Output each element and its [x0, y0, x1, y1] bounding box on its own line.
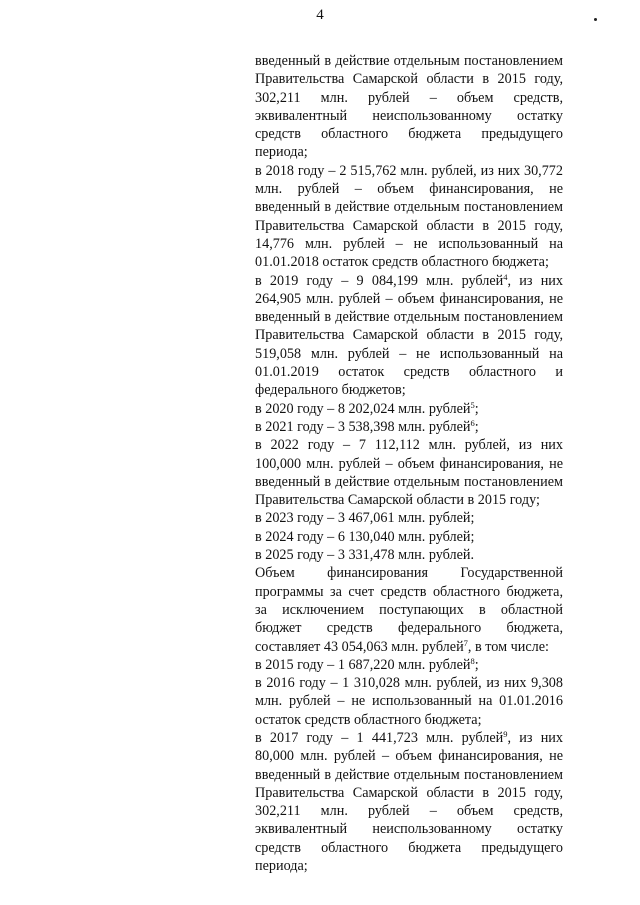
paragraph-continuation: введенный в действие отдельным постановлением Правительства Самарской области в 2015 году, 302,211 млн. рублей – объем средств, эквивалентный неиспользованному остатку средств областного бюджета предыдущего периода; [255, 53, 563, 161]
corner-mark [594, 18, 597, 21]
paragraph-regional-2016: в 2016 году – 1 310,028 млн. рублей, из них 9,308 млн. рублей – не использованный на 01.01.2016 остаток средств областного бюджета; [255, 675, 563, 728]
body-text [255, 52, 563, 875]
paragraph-2025: в 2025 году – 3 331,478 млн. рублей. [255, 547, 475, 564]
paragraph-regional-2017: в 2017 году – 1 441,723 млн. рублей$^9$, из них 80,000 млн. рублей – объем финансирования, не введенный в действие отдельным постановлением Правительства Самарской области в 2015 году, 302,211 млн. рублей – объем средств, эквивалентный неиспользованному остатку средств областного бюджета предыдущего периода; [255, 728, 563, 875]
footnote-ref: 4 [503, 271, 508, 282]
footnote-ref: 7 [463, 637, 468, 648]
page-number: 4 [316, 7, 324, 23]
footnote-ref: 6 [470, 417, 475, 428]
paragraph-2019: в 2019 году – 9 084,199 млн. рублей$^4$, из них 264,905 млн. рублей – объем финансирования, не введенный в действие отдельным постановлением Правительства Самарской области в 2015 году, 519,058 млн. рублей – не использованный на 01.01.2019 остаток средств областного и федерального бюджетов; [255, 271, 563, 399]
paragraph-2018: в 2018 году – 2 515,762 млн. рублей, из них 30,772 млн. рублей – объем финансирования, не введенный в действие отдельным постановлением Правительства Самарской области в 2015 году, 14,776 млн. рублей – не использованный на 01.01.2018 остаток средств областного бюджета; [255, 162, 563, 271]
paragraph-regional-budget-total: Объем финансирования Государственной программы за счет средств областного бюджета, за исключением поступающих в областной бюджет средств федерального бюджета, составляет 43 054,063 млн. рублей$^7$, в том числе: [255, 565, 563, 655]
footnote-ref: 5 [470, 399, 475, 410]
paragraph-2023: в 2023 году – 3 467,061 млн. рублей; [255, 510, 475, 527]
paragraph-regional-2015: в 2015 году – 1 687,220 млн. рублей$^8$; [255, 655, 479, 673]
paragraph-2022: в 2022 году – 7 112,112 млн. рублей, из них 100,000 млн. рублей – объем финансирования, не введенный в действие отдельным постановлением Правительства Самарской области в 2015 году; [255, 437, 563, 509]
paragraph-2021: в 2021 году – 3 538,398 млн. рублей$^6$; [255, 417, 479, 435]
paragraph-2024: в 2024 году – 6 130,040 млн. рублей; [255, 528, 475, 545]
paragraph-2020: в 2020 году – 8 202,024 млн. рублей$^5$; [255, 399, 479, 417]
footnote-ref: 8 [470, 655, 475, 666]
footnote-ref: 9 [503, 728, 508, 739]
